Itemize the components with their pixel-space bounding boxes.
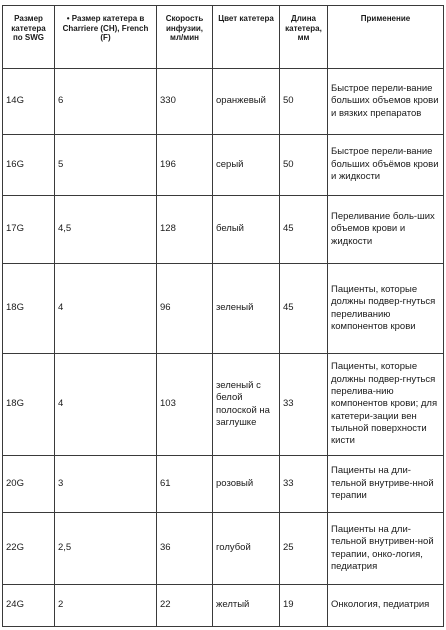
cell-french: 5 bbox=[55, 135, 157, 196]
cell-length: 50 bbox=[280, 69, 328, 135]
table-row bbox=[3, 69, 444, 135]
cell-length: 19 bbox=[280, 585, 328, 627]
header-catheter-length: Длина катетера, мм bbox=[280, 6, 328, 69]
cell-color: голубой bbox=[213, 513, 280, 585]
cell-rate: 128 bbox=[157, 196, 213, 264]
cell-usage: Пациенты на дли-тельной внутриве-нной терапии bbox=[328, 456, 444, 513]
header-catheter-color: Цвет катетера bbox=[213, 6, 280, 69]
cell-rate: 22 bbox=[157, 585, 213, 627]
cell-rate: 61 bbox=[157, 456, 213, 513]
cell-size: 17G bbox=[3, 196, 55, 264]
cell-length: 45 bbox=[280, 196, 328, 264]
cell-french: 4 bbox=[55, 264, 157, 354]
cell-color: оранжевый bbox=[213, 69, 280, 135]
cell-usage: Быстрое перели-вание больших объёмов крови и жидкости bbox=[328, 135, 444, 196]
cell-usage: Онкология, педиатрия bbox=[328, 585, 444, 627]
cell-french: 2,5 bbox=[55, 513, 157, 585]
header-swg-size: Размер катетера по SWG bbox=[3, 6, 55, 69]
cell-rate: 36 bbox=[157, 513, 213, 585]
cell-rate: 196 bbox=[157, 135, 213, 196]
cell-usage: Быстрое перели-вание больших объемов крови и вязких препаратов bbox=[328, 69, 444, 135]
cell-size: 18G bbox=[3, 354, 55, 456]
cell-color: розовый bbox=[213, 456, 280, 513]
table-row bbox=[3, 196, 444, 264]
cell-color: серый bbox=[213, 135, 280, 196]
cell-french: 4 bbox=[55, 354, 157, 456]
cell-french: 6 bbox=[55, 69, 157, 135]
table-row bbox=[3, 456, 444, 513]
table-row bbox=[3, 135, 444, 196]
cell-usage: Пациенты, которые должны подвер-гнуться переливанию компонентов крови bbox=[328, 264, 444, 354]
cell-length: 45 bbox=[280, 264, 328, 354]
cell-length: 50 bbox=[280, 135, 328, 196]
cell-color: зеленый bbox=[213, 264, 280, 354]
table-row bbox=[3, 354, 444, 456]
cell-size: 22G bbox=[3, 513, 55, 585]
cell-french: 2 bbox=[55, 585, 157, 627]
cell-usage: Пациенты, которые должны подвер-гнуться перелива-нию компонентов крови; для катетери-зации вен тыльной поверхности кисти bbox=[328, 354, 444, 456]
cell-rate: 330 bbox=[157, 69, 213, 135]
cell-size: 18G bbox=[3, 264, 55, 354]
header-french-size: • Размер катетера в Charriere (CH), French (F) bbox=[55, 6, 157, 69]
header-row bbox=[3, 6, 444, 69]
table-row bbox=[3, 264, 444, 354]
cell-usage: Переливание боль-ших объемов крови и жидкости bbox=[328, 196, 444, 264]
cell-rate: 103 bbox=[157, 354, 213, 456]
cell-size: 16G bbox=[3, 135, 55, 196]
cell-length: 33 bbox=[280, 456, 328, 513]
cell-color: зеленый с белой полоской на заглушке bbox=[213, 354, 280, 456]
catheter-table bbox=[2, 5, 444, 627]
table-row bbox=[3, 585, 444, 627]
cell-size: 24G bbox=[3, 585, 55, 627]
header-application: Применение bbox=[328, 6, 444, 69]
cell-color: белый bbox=[213, 196, 280, 264]
table-row bbox=[3, 513, 444, 585]
cell-usage: Пациенты на дли-тельной внутривен-ной терапии, онко-логия, педиатрия bbox=[328, 513, 444, 585]
cell-french: 4,5 bbox=[55, 196, 157, 264]
cell-color: желтый bbox=[213, 585, 280, 627]
cell-size: 14G bbox=[3, 69, 55, 135]
cell-length: 25 bbox=[280, 513, 328, 585]
cell-length: 33 bbox=[280, 354, 328, 456]
header-infusion-rate: Скорость инфузии, мл/мин bbox=[157, 6, 213, 69]
cell-french: 3 bbox=[55, 456, 157, 513]
cell-size: 20G bbox=[3, 456, 55, 513]
cell-rate: 96 bbox=[157, 264, 213, 354]
